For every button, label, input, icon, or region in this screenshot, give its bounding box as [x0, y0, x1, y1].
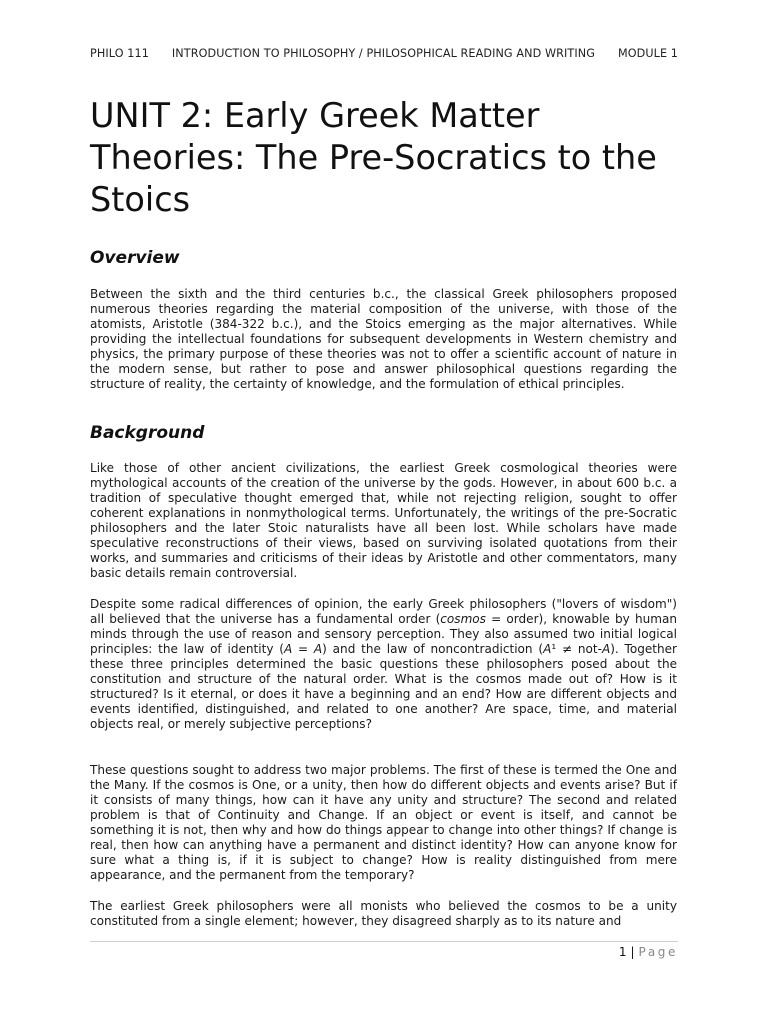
- footer-divider: [90, 941, 678, 942]
- overview-paragraph: Between the sixth and the third centuries b.c., the classical Greek philosophers proposed numerous theories regarding the material composition of the universe, with those of the atomists, Aristotle (384-322 b.c.), and the Stoics emerging as the major alternatives. While providing the intellectual foundations for subsequent developments in Western chemistry and physics, the primary purpose of these theories was not to offer a scientific account of nature in the modern sense, but rather to pose and answer philosophical questions regarding the structure of reality, the certainty of knowledge, and the formulation of ethical principles.: [90, 287, 677, 391]
- page-label: Page: [638, 945, 678, 959]
- p2-italic-a4: A: [601, 642, 611, 656]
- p2-italic-cosmos: cosmos: [440, 612, 486, 626]
- page-separator: |: [630, 945, 635, 959]
- p2-text-4: ) and the law of noncontradiction (: [322, 642, 544, 656]
- course-code: PHILO 111: [90, 47, 149, 60]
- p2-text-2: = order), knowable by human minds through the use of reason and sensory perception. They also assumed two initial logical principles: the law of identity (: [90, 612, 677, 656]
- page-footer: [619, 945, 678, 959]
- background-paragraph-3: These questions sought to address two major problems. The first of these is termed the One and the Many. If the cosmos is One, or a unity, then how do different objects and events arise? But if it consists of many things, how can it have any unity and structure? The second and related problem is that of Continuity and Change. If an object or event is itself, and cannot be something it is not, then why and how do things appear to change into other things? If change is real, then how can anything have a permanent and distinct identity? How can anyone know for sure what a thing is, if it is subject to change? How is reality distinguished from mere appearance, and the permanent from the temporary?: [90, 763, 677, 882]
- module-label: MODULE 1: [617, 47, 678, 60]
- background-heading: Background: [90, 423, 205, 443]
- p2-text-3: =: [292, 642, 314, 656]
- overview-heading: Overview: [90, 248, 180, 268]
- page-title: UNIT 2: Early Greek Matter Theories: The Pre-Socratics to the Stoics: [90, 96, 657, 219]
- page-header: [90, 47, 678, 60]
- p2-text-5: ¹ ≠ not-: [551, 642, 602, 656]
- background-paragraph-4: The earliest Greek philosophers were all monists who believed the cosmos to be a unity constituted from a single element; however, they disagreed sharply as to its nature and: [90, 899, 677, 928]
- p2-italic-a3: A: [543, 642, 552, 656]
- page-number: 1: [618, 945, 627, 959]
- p2-text-1: Despite some radical differences of opinion, the early Greek philosophers ("lovers of wisdom") all believed that the universe has a fundamental order (: [90, 597, 677, 626]
- p2-text-6: ). Together these three principles determined the basic questions these philosophers posed about the constitution and structure of the natural order. What is the cosmos made out of? How is it structured? Is it eternal, or does it have a beginning and an end? How are different objects and events identified, distinguished, and related to one another? Are space, time, and material objects real, or merely subjective perceptions?: [90, 642, 677, 731]
- course-title: INTRODUCTION TO PHILOSOPHY / PHILOSOPHICAL READING AND WRITING: [171, 47, 595, 60]
- p2-italic-a1: A: [283, 642, 293, 656]
- background-paragraph-1: Like those of other ancient civilizations, the earliest Greek cosmological theories were mythological accounts of the creation of the universe by the gods. However, in about 600 b.c. a tradition of speculative thought emerged that, while not rejecting religion, sought to offer coherent explanations in nonmythological terms. Unfortunately, the writings of the pre-Socratic philosophers and the later Stoic naturalists have all been lost. While scholars have made speculative reconstructions of their views, based on surviving isolated quotations from their works, and summaries and criticisms of their ideas by Aristotle and other commentators, many basic details remain controversial.: [90, 461, 677, 580]
- p2-italic-a2: A: [313, 642, 323, 656]
- background-paragraph-2: [90, 597, 677, 732]
